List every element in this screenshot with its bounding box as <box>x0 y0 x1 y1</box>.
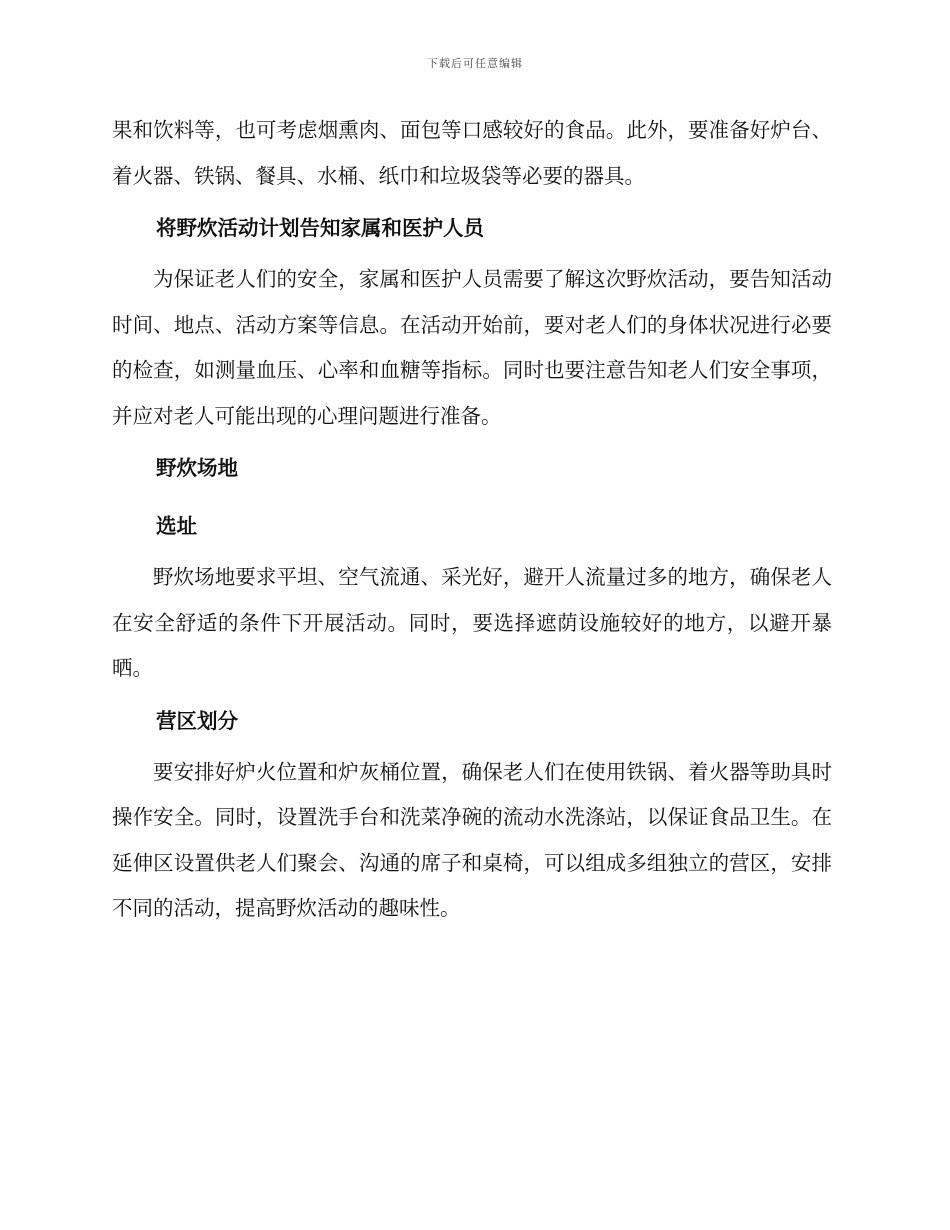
section-heading-notify: 将野炊活动计划告知家属和医护人员 <box>156 216 484 240</box>
paragraph-location: 野炊场地要求平坦、空气流通、采光好，避开人流量过多的地方，确保老人在安全舒适的条件下开展活动。同时，要选择遮荫设施较好的地方，以避开暴晒。 <box>112 565 832 680</box>
subsection-heading-location: 选址 <box>156 514 197 538</box>
section-heading-site: 野炊场地 <box>156 456 238 480</box>
paragraph-zones: 要安排好炉火位置和炉灰桶位置，确保老人们在使用铁锅、着火器等助具时操作安全。同时，设置洗手台和洗菜净碗的流动水洗涤站，以保证食品卫生。在延伸区设置供老人们聚会、沟通的席子和桌椅，可以组成多组独立的营区，安排不同的活动，提高野炊活动的趣味性。 <box>112 759 832 920</box>
subsection-heading-zones: 营区划分 <box>156 708 238 733</box>
document-body <box>112 108 832 932</box>
paragraph-continued: 果和饮料等，也可考虑烟熏肉、面包等口感较好的食品。此外，要准备好炉台、着火器、铁锅、餐具、水桶、纸巾和垃圾袋等必要的器具。 <box>112 118 832 188</box>
paragraph-notify: 为保证老人们的安全，家属和医护人员需要了解这次野炊活动，要告知活动时间、地点、活动方案等信息。在活动开始前，要对老人们的身体状况进行必要的检查，如测量血压、心率和血糖等指标。同时也要注意告知老人们安全事项，并应对老人可能出现的心理问题进行准备。 <box>112 267 832 428</box>
page-header: 下载后可任意编辑 <box>427 57 523 70</box>
